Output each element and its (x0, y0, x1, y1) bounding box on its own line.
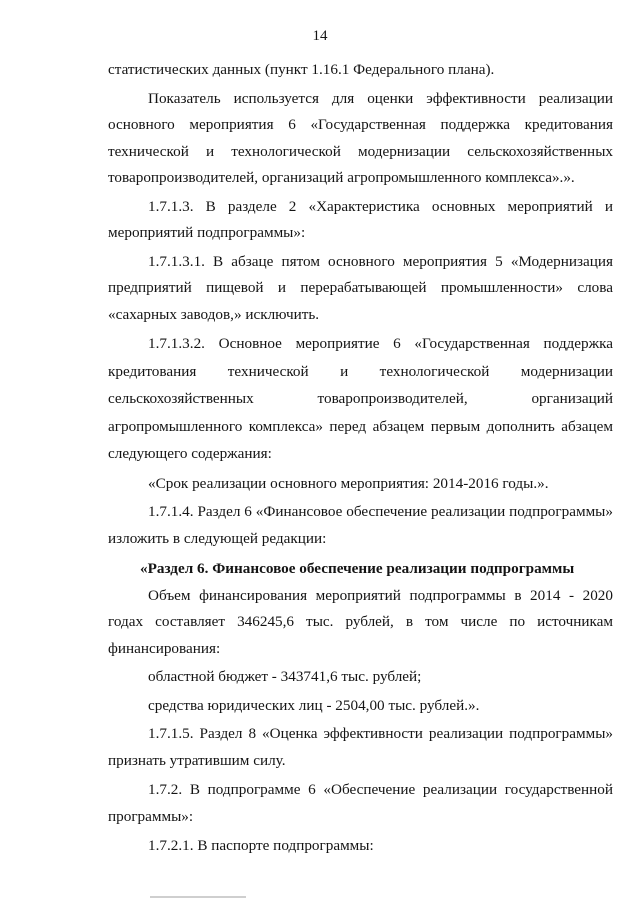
scan-artifact (150, 896, 246, 898)
paragraph-continuation: статистических данных (пункт 1.16.1 Федерального плана). (108, 61, 495, 78)
paragraph-1-7-1-3: 1.7.1.3. В разделе 2 «Характеристика основных мероприятий и мероприятий подпрограммы»: (108, 197, 613, 241)
paragraph-1-7-1-3-2: 1.7.1.3.2. Основное мероприятие 6 «Государственная поддержка кредитования технической и технологической модернизации сельскохозяйственных товаропроизводителей, организаций агропромышленного комплекса» перед абзацем первым дополнить абзацем следующего содержания: (108, 335, 613, 462)
legal-entities-line: средства юридических лиц - 2504,00 тыс. рублей.». (148, 696, 480, 714)
paragraph-1-7-2-1: 1.7.2.1. В паспорте подпрограммы: (148, 837, 374, 854)
paragraph-1-7-1-3-1: 1.7.1.3.1. В абзаце пятом основного мероприятия 5 «Модернизация предприятий пищевой и перерабатывающей промышленности» слова «сахарных заводов,» исключить. (108, 252, 613, 323)
paragraph-1-7-1-4: 1.7.1.4. Раздел 6 «Финансовое обеспечение реализации подпрограммы» изложить в следующей редакции: (108, 503, 613, 547)
paragraph-financing-volume: Объем финансирования мероприятий подпрограммы в 2014 - 2020 годах составляет 346245,6 тыс. рублей, в том числе по источникам финансирования: (108, 586, 613, 657)
page-number: 14 (312, 28, 328, 44)
paragraph-indicator-usage: Показатель используется для оценки эффективности реализации основного мероприятия 6 «Государственная поддержка кредитования технической и технологической модернизации сельскохозяйственных товаропроизводителей, организаций агропромышленного комплекса».». (108, 89, 613, 186)
paragraph-term: «Срок реализации основного мероприятия: 2014-2016 годы.». (148, 474, 549, 492)
regional-budget-line: областной бюджет - 343741,6 тыс. рублей; (148, 668, 422, 685)
paragraph-1-7-1-5: 1.7.1.5. Раздел 8 «Оценка эффективности реализации подпрограммы» признать утратившим силу. (108, 725, 613, 769)
section-6-heading: «Раздел 6. Финансовое обеспечение реализации подпрограммы (140, 560, 575, 577)
paragraph-1-7-2: 1.7.2. В подпрограмме 6 «Обеспечение реализации государственной программы»: (108, 781, 613, 825)
document-body (108, 57, 613, 860)
